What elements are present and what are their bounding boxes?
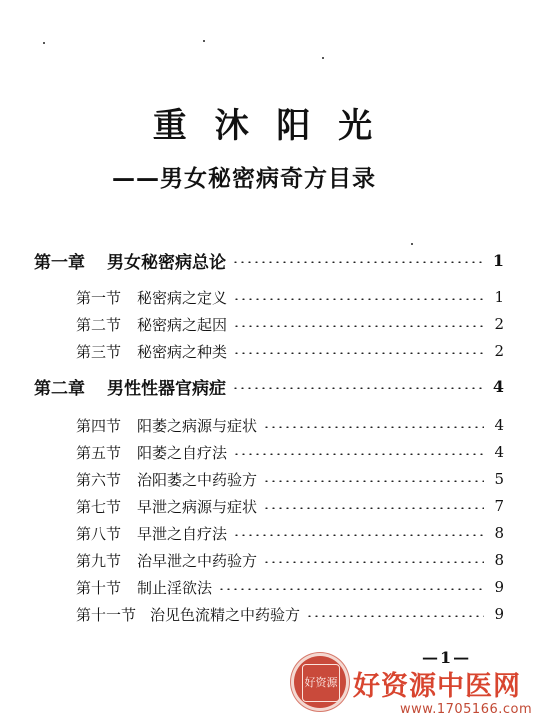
toc-label: 第九节 xyxy=(76,551,122,570)
toc-title: 制止淫欲法 xyxy=(137,578,213,597)
watermark-url[interactable]: www.1705166.com xyxy=(400,702,533,717)
toc-title: 男性性器官病症 xyxy=(107,378,226,399)
toc-section[interactable] xyxy=(76,601,504,627)
toc-label: 第六节 xyxy=(76,470,122,489)
toc-title: 早泄之自疗法 xyxy=(137,524,228,543)
footer-page-number: —1— xyxy=(422,648,472,667)
toc-title: 阳萎之病源与症状 xyxy=(137,416,258,435)
toc-page-number: 4 xyxy=(494,443,504,461)
toc-label: 第十一节 xyxy=(76,605,137,624)
dot-leader xyxy=(232,387,484,389)
toc-title: 秘密病之种类 xyxy=(137,342,228,361)
toc-section[interactable] xyxy=(76,547,504,573)
toc-page-number: 7 xyxy=(494,497,504,515)
toc-label: 第七节 xyxy=(76,497,122,516)
toc-page-number: 1 xyxy=(492,250,504,270)
toc-label: 第二节 xyxy=(76,315,122,334)
toc-section[interactable] xyxy=(76,493,504,519)
dot-leader xyxy=(306,615,484,617)
dot-leader xyxy=(263,480,484,482)
toc-label: 第五节 xyxy=(76,443,122,462)
toc-label: 第一节 xyxy=(76,288,122,307)
toc-title: 早泄之病源与症状 xyxy=(137,497,258,516)
toc-section[interactable] xyxy=(76,284,504,310)
toc-page-number: 9 xyxy=(494,578,504,596)
dot-leader xyxy=(232,261,484,263)
toc-page-number: 8 xyxy=(494,524,504,542)
toc-label: 第十节 xyxy=(76,578,122,597)
seal-text: 好资源 xyxy=(302,664,340,702)
toc-title: 治阳萎之中药验方 xyxy=(137,470,258,489)
toc-section[interactable] xyxy=(76,338,504,364)
toc-page-number: 9 xyxy=(494,605,504,623)
toc-title: 秘密病之起因 xyxy=(137,315,228,334)
toc-section[interactable] xyxy=(76,412,504,438)
scan-speck xyxy=(322,57,324,59)
dot-leader xyxy=(233,453,484,455)
toc-section[interactable] xyxy=(76,520,504,546)
toc-label: 第四节 xyxy=(76,416,122,435)
toc-chapter[interactable] xyxy=(34,373,504,399)
toc-section[interactable] xyxy=(76,466,504,492)
dot-leader xyxy=(263,426,484,428)
dot-leader xyxy=(218,588,484,590)
toc-label: 第三节 xyxy=(76,342,122,361)
toc-title: 阳萎之自疗法 xyxy=(137,443,228,462)
toc-page-number: 1 xyxy=(494,288,504,306)
toc-section[interactable] xyxy=(76,439,504,465)
dot-leader xyxy=(263,561,484,563)
toc-section[interactable] xyxy=(76,311,504,337)
scan-speck xyxy=(203,40,205,42)
scan-speck xyxy=(411,243,413,245)
dot-leader xyxy=(233,534,484,536)
toc-section[interactable] xyxy=(76,574,504,600)
toc-page-number: 4 xyxy=(494,416,504,434)
scan-speck xyxy=(43,42,45,44)
dot-leader xyxy=(233,298,484,300)
toc-page-number: 8 xyxy=(494,551,504,569)
watermark-site-name: 好资源中医网 xyxy=(353,671,521,702)
toc-page-number: 4 xyxy=(492,376,504,396)
toc-chapter[interactable] xyxy=(34,247,504,273)
dot-leader xyxy=(233,325,484,327)
toc-title: 治早泄之中药验方 xyxy=(137,551,258,570)
dot-leader xyxy=(263,507,484,509)
toc-label: 第二章 xyxy=(34,378,85,399)
page-subtitle: ——男女秘密病奇方目录 xyxy=(112,166,376,192)
toc-label: 第一章 xyxy=(34,252,85,273)
toc-title: 秘密病之定义 xyxy=(137,288,228,307)
dot-leader xyxy=(233,352,484,354)
seal-logo xyxy=(294,656,346,708)
toc-label: 第八节 xyxy=(76,524,122,543)
toc-page-number: 2 xyxy=(494,315,504,333)
toc-title: 男女秘密病总论 xyxy=(107,252,226,273)
page-title: 重 沐 阳 光 xyxy=(152,106,381,146)
toc-page-number: 2 xyxy=(494,342,504,360)
toc-title: 治见色流精之中药验方 xyxy=(150,605,301,624)
toc-page-number: 5 xyxy=(494,470,504,488)
